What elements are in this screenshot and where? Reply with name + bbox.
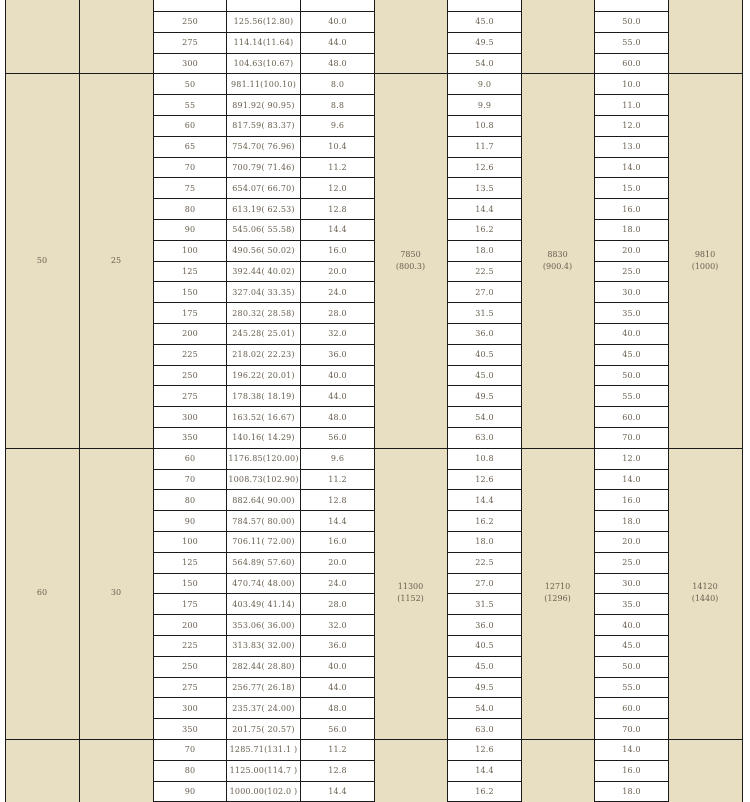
merged-cell-label: 9810 (1000) [691,249,719,271]
column-divider [374,0,375,802]
table-cell: 250 [153,656,227,678]
merged-cell-label: 50 [36,255,48,265]
table-cell: 65 [153,136,227,158]
table-cell: 100 [153,240,227,262]
table-cell: 36.0 [447,323,522,345]
table-cell: 60.0 [594,53,669,75]
table-cell: 175 [153,593,227,615]
table-cell: 36.0 [300,344,375,366]
merged-cell-label: 12710 (1296) [544,582,571,604]
table-cell: 35.0 [594,302,669,324]
table-cell: 22.5 [447,261,522,283]
table-cell: 201.75( 20.57) [226,718,301,740]
table-cell: 24.0 [300,573,375,595]
table-cell: 25.0 [594,552,669,574]
table-cell: 200 [153,323,227,345]
table-cell: 60 [153,448,227,470]
table-cell: 20.0 [300,261,375,283]
column-divider [153,0,154,802]
table-cell: 1008.73(102.90) [226,469,301,491]
table-cell: 56.0 [300,718,375,740]
table-cell: 225 [153,344,227,366]
table-cell: 45.0 [447,11,522,33]
table-cell: 392.44( 40.02) [226,261,301,283]
table-cell: 20.0 [594,531,669,553]
table-cell: 28.0 [300,302,375,324]
table-cell: 80 [153,489,227,511]
table-cell: 16.0 [300,531,375,553]
table-cell: 48.0 [300,697,375,719]
table-cell: 40.5 [447,344,522,366]
table-cell: 218.02( 22.23) [226,344,301,366]
table-cell: 150 [153,281,227,303]
table-cell: 50.0 [594,365,669,387]
merged-cell-label: 14120 (1440) [691,582,719,604]
table-cell: 275 [153,677,227,699]
table-cell: 10.8 [447,448,522,470]
table-cell: 313.83( 32.00) [226,635,301,657]
table-cell: 14.4 [447,489,522,511]
table-cell: 16.0 [300,240,375,262]
table-cell: 9.9 [447,94,522,116]
table-cell: 18.0 [594,510,669,532]
table-cell: 245.28( 25.01) [226,323,301,345]
table-cell: 12.0 [300,177,375,199]
table-cell: 12.0 [594,115,669,137]
table-cell: 178.38( 18.19) [226,385,301,407]
table-cell: 14.4 [300,781,375,802]
table-cell: 60.0 [594,406,669,428]
table-cell: 12.6 [447,469,522,491]
table-cell: 16.0 [594,198,669,220]
table-cell: 882.64( 90.00) [226,489,301,511]
column-divider [668,0,669,802]
table-cell: 80 [153,760,227,782]
table-cell: 30.0 [594,281,669,303]
table-cell: 125.56(12.80) [226,11,301,33]
table-cell: 22.5 [447,552,522,574]
table-cell: 275 [153,385,227,407]
table-cell: 40.5 [447,635,522,657]
table-cell: 10.4 [300,136,375,158]
table-cell: 100 [153,531,227,553]
table-cell: 48.0 [300,406,375,428]
table-cell: 817.59( 83.37) [226,115,301,137]
table-cell: 235.37( 24.00) [226,697,301,719]
table-cell: 70.0 [594,718,669,740]
table-cell: 9.6 [300,115,375,137]
table-cell: 50.0 [594,11,669,33]
table-cell: 250 [153,11,227,33]
table-cell: 55.0 [594,385,669,407]
table-cell: 14.4 [300,510,375,532]
table-cell: 256.77( 26.18) [226,677,301,699]
table-cell: 54.0 [447,406,522,428]
table-cell: 27.0 [447,573,522,595]
table-cell: 45.0 [447,365,522,387]
table-cell: 35.0 [594,593,669,615]
merged-cell-label: 11300 (1152) [397,582,424,604]
merged-cell-label: 30 [110,588,122,598]
table-cell: 12.6 [447,739,522,761]
table-cell: 55 [153,94,227,116]
table-cell: 12.6 [447,157,522,179]
table-cell: 8.0 [300,73,375,95]
table-cell: 1285.71(131.1 ) [226,739,301,761]
table-cell: 9.0 [447,73,522,95]
table-cell: 36.0 [300,635,375,657]
table-cell: 490.56( 50.02) [226,240,301,262]
column-divider [742,0,743,802]
table-cell: 14.4 [447,198,522,220]
merged-cell-label: 8830 (900.4) [542,249,573,271]
table-cell: 32.0 [300,614,375,636]
table-cell: 18.0 [447,531,522,553]
table-cell: 70 [153,469,227,491]
table-cell: 114.14(11.64) [226,32,301,54]
table-cell: 613.19( 62.53) [226,198,301,220]
table-cell: 49.5 [447,385,522,407]
table-cell: 49.5 [447,677,522,699]
table-cell: 754.70( 76.96) [226,136,301,158]
table-cell: 11.2 [300,739,375,761]
table-cell: 27.0 [447,281,522,303]
table-cell: 275 [153,32,227,54]
table-cell: 11.0 [594,94,669,116]
table-cell: 31.5 [447,302,522,324]
table-cell: 70 [153,157,227,179]
table-cell: 250 [153,365,227,387]
table-cell: 44.0 [300,385,375,407]
table-cell: 196.22( 20.01) [226,365,301,387]
table-cell: 11.2 [300,157,375,179]
column-divider [521,0,522,802]
table-cell: 45.0 [594,635,669,657]
table-cell: 1000.00(102.0 ) [226,781,301,802]
table-cell: 36.0 [447,614,522,636]
table-cell: 225 [153,635,227,657]
table-cell: 55.0 [594,32,669,54]
table-cell: 1125.00(114.7 ) [226,760,301,782]
table-cell: 44.0 [300,32,375,54]
table-cell: 40.0 [300,656,375,678]
table-cell: 13.5 [447,177,522,199]
table-cell: 25.0 [594,261,669,283]
column-divider [447,0,448,802]
table-cell: 48.0 [300,53,375,75]
merged-cell-label: 7850 (800.3) [395,249,426,271]
table-cell: 54.0 [447,53,522,75]
table-cell: 70.0 [594,427,669,449]
table-cell: 30.0 [594,573,669,595]
table-cell: 45.0 [447,656,522,678]
table-cell: 50 [153,73,227,95]
table-cell: 16.2 [447,219,522,241]
table-cell: 20.0 [300,552,375,574]
table-cell: 350 [153,427,227,449]
table-cell: 700.79( 71.46) [226,157,301,179]
table-cell: 14.4 [447,760,522,782]
table-cell: 56.0 [300,427,375,449]
table-cell: 125 [153,261,227,283]
table-cell: 16.0 [594,760,669,782]
table-cell: 300 [153,53,227,75]
table-cell: 14.0 [594,157,669,179]
table-cell: 545.06( 55.58) [226,219,301,241]
table-cell: 45.0 [594,344,669,366]
table-cell: 300 [153,406,227,428]
table-cell: 8.8 [300,94,375,116]
table-cell: 564.89( 57.60) [226,552,301,574]
table-cell: 54.0 [447,697,522,719]
table-cell: 10.0 [594,73,669,95]
column-divider [5,0,6,802]
table-cell: 40.0 [300,11,375,33]
table-cell: 14.4 [300,219,375,241]
table-cell: 10.8 [447,115,522,137]
table-cell: 11.2 [300,469,375,491]
table-cell: 40.0 [300,365,375,387]
table-cell: 1176.85(120.00) [226,448,301,470]
table-cell: 40.0 [594,323,669,345]
column-divider [79,0,80,802]
table-cell: 50.0 [594,656,669,678]
table-cell: 90 [153,510,227,532]
table-cell: 350 [153,718,227,740]
table-cell: 90 [153,219,227,241]
table-cell: 90 [153,781,227,802]
table-cell: 403.49( 41.14) [226,593,301,615]
table-cell: 31.5 [447,593,522,615]
table-cell: 16.0 [594,489,669,511]
merged-cell-label: 60 [36,588,48,598]
table-cell: 9.6 [300,448,375,470]
table-cell: 18.0 [594,219,669,241]
table-cell: 20.0 [594,240,669,262]
table-cell: 12.8 [300,760,375,782]
table-cell: 150 [153,573,227,595]
merged-cell-label: 25 [110,255,122,265]
table-cell: 200 [153,614,227,636]
table-cell: 14.0 [594,469,669,491]
table-cell: 63.0 [447,427,522,449]
table-cell: 353.06( 36.00) [226,614,301,636]
table-cell: 654.07( 66.70) [226,177,301,199]
table-cell: 163.52( 16.67) [226,406,301,428]
table-cell: 14.0 [594,739,669,761]
table-cell: 60.0 [594,697,669,719]
table-cell: 104.63(10.67) [226,53,301,75]
table-cell: 891.92( 90.95) [226,94,301,116]
table-cell: 11.7 [447,136,522,158]
table-cell: 327.04( 33.35) [226,281,301,303]
table-cell: 16.2 [447,510,522,532]
table-cell: 16.2 [447,781,522,802]
table-cell: 80 [153,198,227,220]
table-cell: 24.0 [300,281,375,303]
table-cell: 125 [153,552,227,574]
table-cell: 12.0 [594,448,669,470]
table-cell: 280.32( 28.58) [226,302,301,324]
table-cell: 470.74( 48.00) [226,573,301,595]
table-cell: 55.0 [594,677,669,699]
table-cell: 70 [153,739,227,761]
table-cell: 175 [153,302,227,324]
table-cell: 13.0 [594,136,669,158]
table-cell: 44.0 [300,677,375,699]
table-cell: 300 [153,697,227,719]
table-cell: 60 [153,115,227,137]
table-cell: 40.0 [594,614,669,636]
table-cell: 32.0 [300,323,375,345]
column-divider [594,0,595,802]
table-cell: 12.8 [300,198,375,220]
table-cell: 49.5 [447,32,522,54]
table-cell: 12.8 [300,489,375,511]
table-cell: 706.11( 72.00) [226,531,301,553]
table-cell: 784.57( 80.00) [226,510,301,532]
table-cell: 28.0 [300,593,375,615]
table-cell: 18.0 [594,781,669,802]
table-cell: 75 [153,177,227,199]
table-cell: 140.16( 14.29) [226,427,301,449]
table-cell: 282.44( 28.80) [226,656,301,678]
table-cell: 18.0 [447,240,522,262]
table-cell: 63.0 [447,718,522,740]
table-cell: 981.11(100.10) [226,73,301,95]
table-cell: 15.0 [594,177,669,199]
